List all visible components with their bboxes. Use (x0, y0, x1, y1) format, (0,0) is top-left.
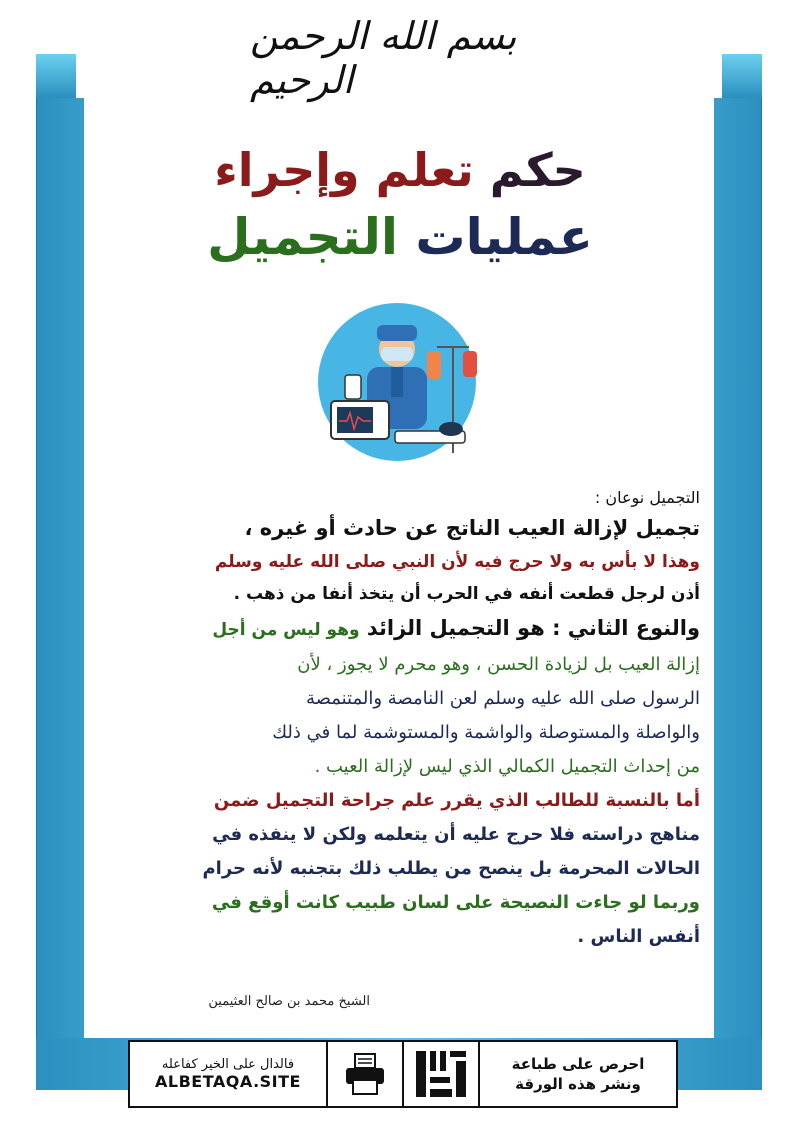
paragraph-2-line-4: من إحداث التجميل الكمالي الذي ليس لإزالة العيب . (314, 756, 700, 777)
paragraph-2-line-1: إزالة العيب بل لزيادة الحسن ، وهو محرم لا يجوز ، لأن (297, 654, 700, 675)
title-line-2 (110, 204, 690, 270)
article-body (100, 486, 700, 954)
paragraph-3-line-2: مناهج دراسته فلا حرج عليه أن يتعلمه ولكن لا ينفذه في (212, 824, 700, 845)
title-word-cosmetic: التجميل (207, 208, 398, 266)
type-two-rest: وهو ليس من أجل (212, 620, 360, 640)
type-two-label: والنوع الثاني : (552, 616, 700, 640)
paragraph-1-line-2: أذن لرجل قطعت أنفه في الحرب أن يتخذ أنفا من ذهب . (233, 584, 700, 604)
paragraph-3-line-5: أنفس الناس . (577, 926, 700, 947)
printer-icon (328, 1042, 402, 1106)
paragraph-3-line-1: أما بالنسبة للطالب الذي يقرر علم جراحة التجميل ضمن (213, 790, 700, 811)
footer-reminder-line-2: ونشر هذه الورقة (515, 1075, 641, 1093)
footer-proverb: فالدال على الخير كفاعله (161, 1057, 295, 1072)
title-line-1 (110, 140, 690, 200)
type-one-heading: تجميل لإزالة العيب الناتج عن حادث أو غيره ، (244, 516, 700, 540)
type-two-heading (100, 610, 700, 648)
footer-site-block (130, 1042, 328, 1106)
footer-print-reminder (480, 1042, 676, 1106)
title-word-hukm: حكم (489, 143, 586, 197)
frame-top-right-post (722, 54, 762, 98)
source-attribution: الشيخ محمد بن صالح العثيمين (208, 994, 370, 1009)
intro-line: التجميل نوعان : (594, 488, 700, 507)
footer-bar (128, 1040, 678, 1108)
surgeon-illustration (303, 303, 491, 461)
paragraph-3-line-4: وربما لو جاءت النصيحة على لسان طبيب كانت أوقع في (211, 892, 700, 913)
paragraph-3-line-3: الحالات المحرمة بل ينصح من يطلب ذلك بتجنبه لأنه حرام (202, 858, 700, 879)
footer-reminder-line-1: احرص على طباعة (511, 1055, 645, 1073)
paragraph-1-line-1: وهذا لا بأس به ولا حرج فيه لأن النبي صلى الله عليه وسلم (214, 552, 700, 572)
title-word-learning: تعلم وإجراء (214, 143, 474, 197)
calligraphy-logo (402, 1042, 480, 1106)
paragraph-2-line-2: الرسول صلى الله عليه وسلم لعن النامصة والمتنمصة (305, 688, 700, 709)
paragraph-2-line-3: والواصلة والمستوصلة والواشمة والمستوشمة لما في ذلك (272, 722, 700, 743)
title-word-operations: عمليات (415, 208, 593, 266)
type-two-name: هو التجميل الزائد (366, 616, 545, 640)
footer-site-url[interactable]: ALBETAQA.SITE (155, 1072, 301, 1091)
basmala-calligraphy: بسم الله الرحمن الرحيم (250, 14, 517, 102)
frame-top-left-post (36, 54, 76, 98)
